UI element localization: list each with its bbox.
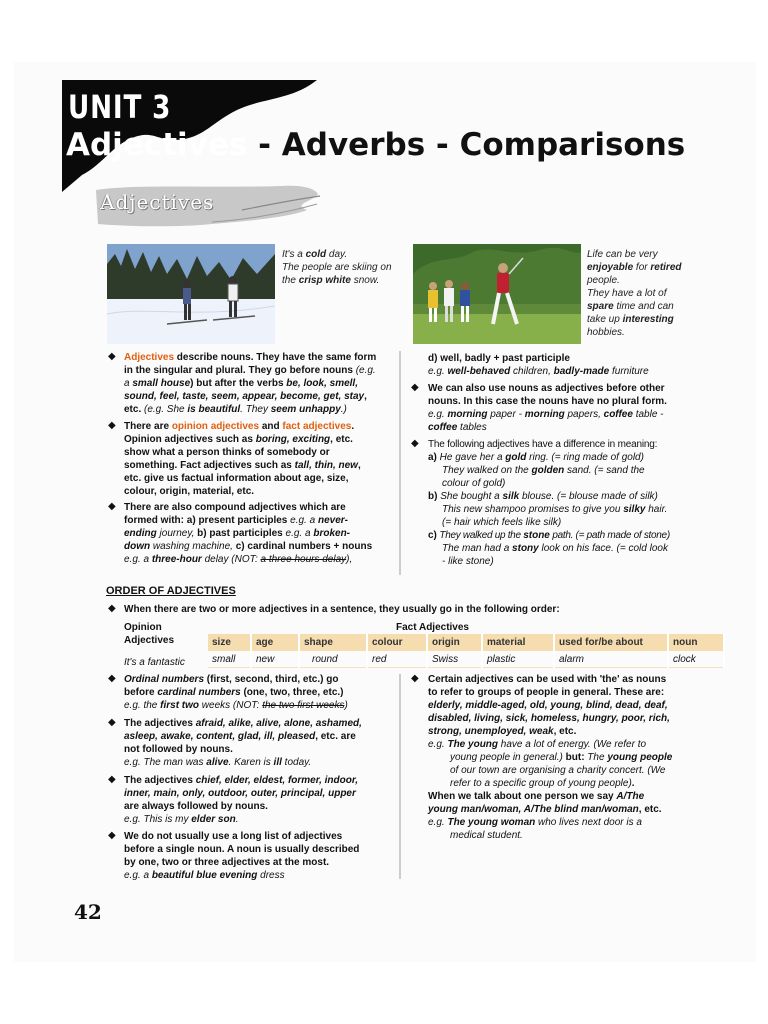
column-header: shape [299, 634, 367, 651]
golf-caption: Life can be very enjoyable for retired people. They have a lot of spare time and can take up interesting hobbies. [587, 249, 682, 338]
skiing-photo [107, 244, 275, 344]
ski-caption: It's a cold day. The people are skiing on the crisp white snow. [282, 249, 392, 286]
golf-photo [413, 244, 581, 344]
adjective-order-table [208, 634, 725, 668]
column-header: colour [367, 634, 427, 651]
column-header: size [208, 634, 251, 651]
compound-adjectives-paragraph: There are also compound adjectives which are formed with: a) present participles e.g. a never- ending journey, b) past participles e.g. a broken- down washing machine, c) cardinal numbers + nouns e.g. a three-hour delay (NOT: a three hours delay), [124, 502, 373, 565]
column-header: noun [668, 634, 724, 651]
long-list-paragraph: We do not usually use a long list of adjectives before a single noun. A noun is usually described by one, two or three adjectives at the most. e.g. a beautiful blue evening dress [124, 831, 360, 881]
page-title [66, 127, 685, 163]
column-divider [399, 674, 401, 879]
example-lead: It's a fantastic [124, 657, 185, 668]
title-rest: - Adverbs - Comparisons [247, 127, 686, 163]
diamond-bullet-icon: ◆ [108, 420, 116, 431]
diamond-bullet-icon: ◆ [108, 673, 116, 684]
diamond-bullet-icon: ◆ [411, 438, 419, 449]
table-cell: round [299, 651, 367, 668]
table-cell: alarm [554, 651, 668, 668]
table-cell: plastic [482, 651, 554, 668]
column-header: age [251, 634, 299, 651]
table-cell: Swiss [427, 651, 482, 668]
column-header: used for/be about [554, 634, 668, 651]
the-plus-adjective-paragraph: Certain adjectives can be used with 'the' as nouns to refer to groups of people in general. These are: elderly, middle-aged, old, young, blind, dead, deaf, disabled, living, sick, homeless, hungry, poor, rich, strong, unemployed, weak, etc. e.g. The young have a lot of energy. (We refer to young people in general.) but: The young people of our town are organising a charity concert. (We refer to a specific group of young people). When we talk about one person we say A/The young man/woman, A/The blind man/woman, etc. e.g. The young woman who lives next door is a medical student. [428, 674, 673, 841]
diamond-bullet-icon: ◆ [108, 774, 116, 785]
adjectives-intro-paragraph: Adjectives describe nouns. They have the same form in the singular and plural. They go before nouns (e.g. a small house) but after the verbs be, look, smell, sound, feel, taste, seem, appear, become, get, stay, etc. (e.g. She is beautiful. They seem unhappy.) [124, 352, 377, 415]
ordinal-numbers-paragraph: Ordinal numbers (first, second, third, etc.) go before cardinal numbers (one, two, three, etc.) e.g. the first two weeks (NOT: the two first weeks) [124, 674, 348, 711]
diamond-bullet-icon: ◆ [108, 501, 116, 512]
well-badly-item: d) well, badly + past participle e.g. well-behaved children, badly-made furniture [428, 353, 649, 377]
fact-adjectives-label: Fact Adjectives [396, 622, 469, 633]
table-cell: red [367, 651, 427, 668]
difference-in-meaning-heading: The following adjectives have a difference in meaning: [428, 439, 658, 450]
column-header: material [482, 634, 554, 651]
unit-number: UNIT 3 [68, 88, 172, 126]
table-cell: small [208, 651, 251, 668]
order-intro: When there are two or more adjectives in a sentence, they usually go in the following order: [124, 604, 560, 615]
table-row [208, 651, 724, 668]
column-header: origin [427, 634, 482, 651]
title-adjectives: Adjectives [66, 127, 248, 163]
table-cell: new [251, 651, 299, 668]
page-number: 42 [74, 900, 102, 924]
table-header-row [208, 634, 724, 651]
column-divider [399, 351, 401, 575]
attributive-adjectives-paragraph: The adjectives chief, elder, eldest, former, indoor, inner, main, only, outdoor, outer, principal, upper are always followed by nouns. e.g. This is my elder son. [124, 775, 358, 825]
diamond-bullet-icon: ◆ [411, 673, 419, 684]
table-cell: clock [668, 651, 724, 668]
section-title-adjectives: Adjectives [100, 190, 215, 214]
opinion-fact-paragraph: There are opinion adjectives and fact adjectives. Opinion adjectives such as boring, exciting, etc. show what a person thinks of somebody or something. Fact adjectives such as tall, thin, new, etc. give us factual information about age, size, colour, origin, material, etc. [124, 421, 361, 497]
difference-in-meaning-examples: a) He gave her a gold ring. (= ring made of gold) They walked on the golden sand. (= sand the colour of gold) b) She bought a silk blouse. (= blouse made of silk) This new shampoo promises to give you silky hair. (= hair which feels like silk) c) They walked up the stone path. (= path made of stone) The man had a stony look on his face. (= cold look - like stone) [428, 452, 670, 567]
opinion-adjectives-label: Opinion Adjectives [124, 622, 175, 646]
diamond-bullet-icon: ◆ [411, 382, 419, 393]
diamond-bullet-icon: ◆ [108, 351, 116, 362]
order-of-adjectives-heading: ORDER OF ADJECTIVES [106, 585, 236, 597]
diamond-bullet-icon: ◆ [108, 830, 116, 841]
predicative-adjectives-paragraph: The adjectives afraid, alike, alive, alone, ashamed, asleep, awake, content, glad, ill, pleased, etc. are not followed by nouns. e.g. The man was alive. Karen is ill today. [124, 718, 362, 768]
nouns-as-adjectives-paragraph: We can also use nouns as adjectives before other nouns. In this case the nouns have no plural form. e.g. morning paper - morning papers, coffee table - coffee tables [428, 383, 667, 433]
diamond-bullet-icon: ◆ [108, 717, 116, 728]
diamond-bullet-icon: ◆ [108, 603, 116, 614]
